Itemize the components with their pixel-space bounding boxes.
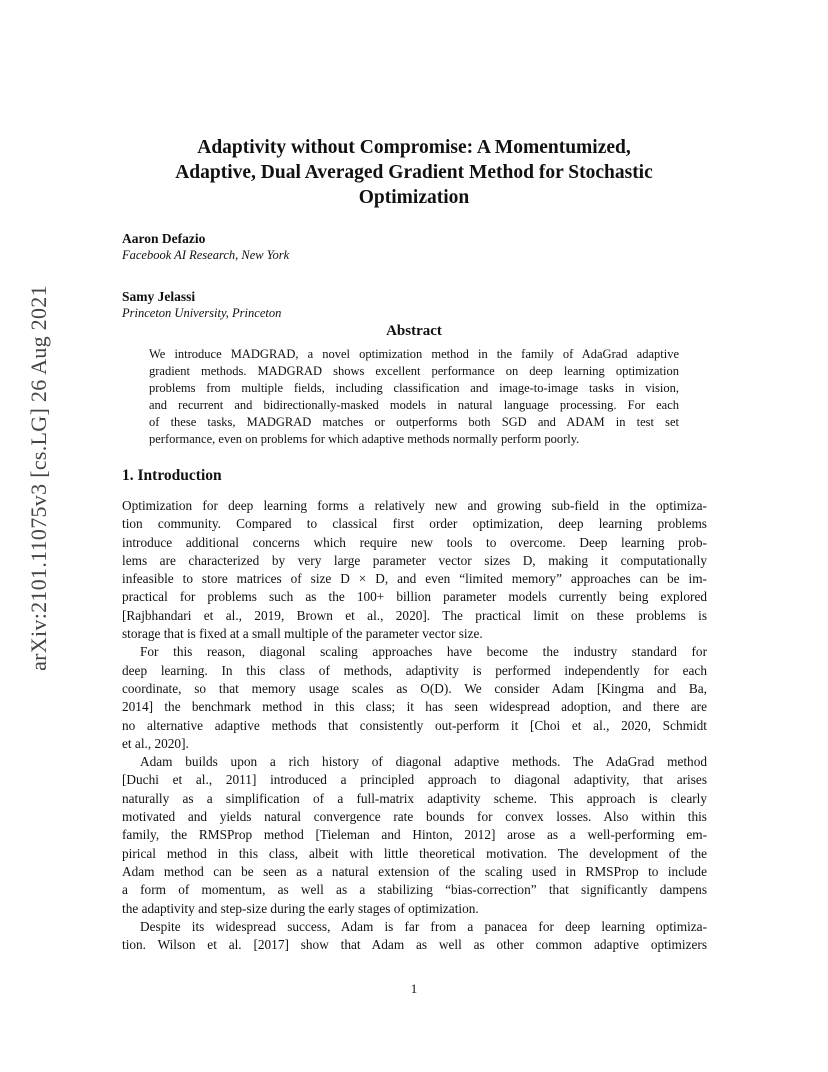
- author-name: Aaron Defazio: [122, 231, 206, 246]
- body-line: the adaptivity and step-size during the early stages of optimization.: [122, 900, 479, 916]
- body-line: deep learning. In this class of methods, adaptivity is performed independently for each: [122, 662, 707, 678]
- abstract-text: [149, 346, 679, 448]
- body-line: Optimization for deep learning forms a relatively new and growing sub-field in the optimiza-: [122, 498, 707, 513]
- body-line: [Duchi et al., 2011] introduced a principled approach to diagonal adaptivity, that arises: [122, 772, 707, 788]
- body-line: et al., 2020].: [122, 735, 189, 751]
- body-line: storage that is fixed at a small multiple of the parameter vector size.: [122, 626, 483, 642]
- body-line: practical for problems such as the 100+ billion parameter models currently being explored: [122, 589, 707, 605]
- author-affiliation: Facebook AI Research, New York: [122, 248, 290, 262]
- author-affiliation: Princeton University, Princeton: [122, 306, 282, 320]
- arxiv-sidebar-stamp: [22, 282, 56, 674]
- body-line: [Rajbhandari et al., 2019, Brown et al., 2020]. The practical limit on these problems is: [122, 607, 707, 623]
- paper-title: [100, 135, 728, 210]
- abstract-line: of these tasks, MADGRAD matches or outperforms both SGD and ADAM in test set: [149, 415, 679, 429]
- body-line: Adam method can be seen as a natural extension of the scaling used in RMSProp to include: [122, 863, 707, 879]
- abstract-line: problems from multiple fields, including classification and image-to-image tasks in vision,: [149, 381, 679, 395]
- title-line: Adaptivity without Compromise: A Momentumized,: [197, 137, 631, 158]
- title-line: Optimization: [358, 187, 470, 208]
- body-line: Adam builds upon a rich history of diagonal adaptive methods. The AdaGrad method: [140, 754, 707, 770]
- body-line: introduce additional concerns which require new tools to overcome. Deep learning prob-: [122, 534, 707, 550]
- author-block: [122, 230, 289, 264]
- abstract-line: and recurrent and bidirectionally-masked models in natural language processing. For each: [149, 398, 679, 412]
- title-line: Adaptive, Dual Averaged Gradient Method for Stochastic: [175, 162, 653, 183]
- abstract-line: gradient methods. MADGRAD shows excellent performance on deep learning optimization: [149, 364, 679, 378]
- page-number: 1: [410, 981, 418, 996]
- body-line: no alternative adaptive methods that consistently out-perform it [Choi et al., 2020, Schmidt: [122, 717, 707, 733]
- body-line: 2014] the benchmark method in this class; it has seen widespread adoption, and there are: [122, 699, 707, 715]
- abstract-line: performance, even on problems for which adaptive methods normally perform poorly.: [149, 432, 580, 446]
- body-line: a form of momentum, as well as a stabilizing “bias-correction” that significantly dampens: [122, 882, 707, 898]
- body-line: For this reason, diagonal scaling approaches have become the industry standard for: [140, 644, 707, 660]
- abstract-line: We introduce MADGRAD, a novel optimization method in the family of AdaGrad adaptive: [149, 347, 679, 361]
- body-line: infeasible to store matrices of size D × D, and even “limited memory” approaches can be im-: [122, 571, 707, 587]
- introduction-body: [122, 497, 707, 954]
- section-heading-introduction: 1. Introduction: [122, 467, 222, 484]
- author-name: Samy Jelassi: [122, 289, 196, 304]
- body-line: naturally as a simplification of a full-matrix adaptivity scheme. This approach is clearly: [122, 790, 707, 806]
- body-line: pirical method in this class, albeit with little theoretical motivation. The development of the: [122, 845, 707, 861]
- body-line: motivated and yields natural convergence rate bounds for convex losses. Also within this: [122, 809, 707, 825]
- body-line: Despite its widespread success, Adam is far from a panacea for deep learning optimiza-: [140, 918, 707, 934]
- author-block: [122, 288, 281, 322]
- body-line: lems are characterized by very large parameter vector sizes D, making it computationally: [122, 552, 707, 568]
- arxiv-identifier: arXiv:2101.11075v3 [cs.LG] 26 Aug 2021: [26, 285, 52, 671]
- body-line: coordinate, so that memory usage scales as O(D). We consider Adam [Kingma and Ba,: [122, 680, 707, 696]
- abstract-heading: Abstract: [386, 323, 442, 339]
- body-line: family, the RMSProp method [Tieleman and Hinton, 2012] arose as a well-performing em-: [122, 827, 707, 843]
- body-line: tion. Wilson et al. [2017] show that Adam as well as other common adaptive optimizers: [122, 937, 707, 953]
- body-line: tion community. Compared to classical first order optimization, deep learning problems: [122, 516, 707, 532]
